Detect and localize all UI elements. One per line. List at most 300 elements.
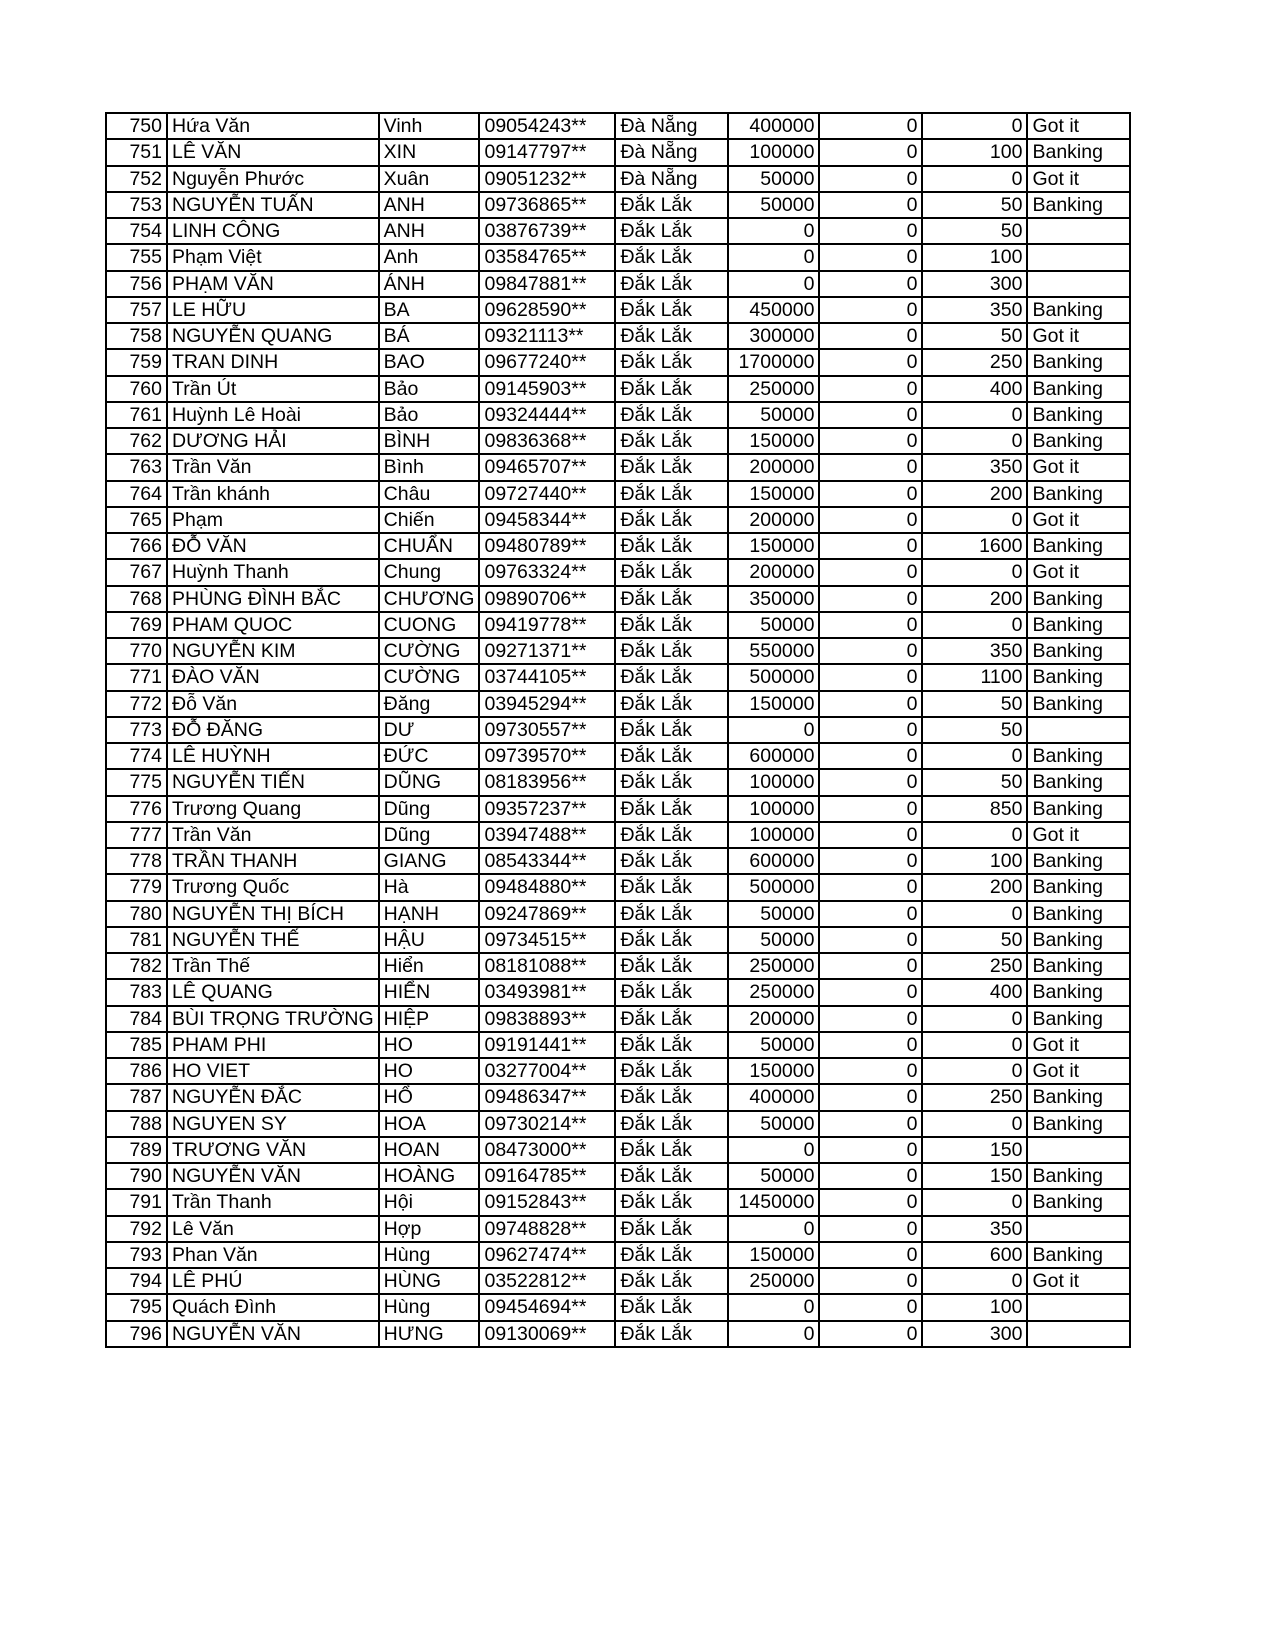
- phone-cell: 09677240**: [479, 349, 615, 375]
- surname-cell: Trần Thanh: [167, 1189, 379, 1215]
- given-name-cell: HẬU: [379, 927, 480, 953]
- given-name-cell: Đăng: [379, 691, 480, 717]
- given-name-cell: CƯỜNG: [379, 638, 480, 664]
- amount-2-cell: 0: [819, 979, 922, 1005]
- amount-3-cell: 250: [922, 953, 1027, 979]
- given-name-cell: ANH: [379, 218, 480, 244]
- method-cell: Banking: [1027, 638, 1130, 664]
- amount-3-cell: 100: [922, 244, 1027, 270]
- amount-3-cell: 250: [922, 1084, 1027, 1110]
- method-cell: Got it: [1027, 559, 1130, 585]
- amount-2-cell: 0: [819, 848, 922, 874]
- given-name-cell: HIỆP: [379, 1006, 480, 1032]
- method-cell: [1027, 1137, 1130, 1163]
- given-name-cell: Chiến: [379, 507, 480, 533]
- province-cell: Đắk Lắk: [615, 796, 728, 822]
- amount-1-cell: 250000: [728, 953, 819, 979]
- table-row: [106, 113, 1130, 139]
- province-cell: Đắk Lắk: [615, 559, 728, 585]
- table-row: [106, 612, 1130, 638]
- surname-cell: NGUYỄN VĂN: [167, 1163, 379, 1189]
- given-name-cell: ANH: [379, 192, 480, 218]
- amount-2-cell: 0: [819, 1294, 922, 1320]
- method-cell: Banking: [1027, 1111, 1130, 1137]
- row-number: 764: [106, 481, 167, 507]
- amount-1-cell: 600000: [728, 848, 819, 874]
- method-cell: Banking: [1027, 953, 1130, 979]
- method-cell: Banking: [1027, 481, 1130, 507]
- table-row: [106, 244, 1130, 270]
- phone-cell: 09147797**: [479, 139, 615, 165]
- province-cell: Đắk Lắk: [615, 402, 728, 428]
- amount-1-cell: 50000: [728, 1111, 819, 1137]
- method-cell: Banking: [1027, 297, 1130, 323]
- phone-cell: 09054243**: [479, 113, 615, 139]
- amount-3-cell: 600: [922, 1242, 1027, 1268]
- amount-2-cell: 0: [819, 769, 922, 795]
- surname-cell: HO VIET: [167, 1058, 379, 1084]
- table-row: [106, 1006, 1130, 1032]
- row-number: 765: [106, 507, 167, 533]
- given-name-cell: Hội: [379, 1189, 480, 1215]
- amount-2-cell: 0: [819, 323, 922, 349]
- phone-cell: 09480789**: [479, 533, 615, 559]
- method-cell: [1027, 244, 1130, 270]
- phone-cell: 09727440**: [479, 481, 615, 507]
- surname-cell: DƯƠNG HẢI: [167, 428, 379, 454]
- amount-3-cell: 50: [922, 323, 1027, 349]
- row-number: 796: [106, 1321, 167, 1347]
- province-cell: Đắk Lắk: [615, 848, 728, 874]
- table-row: [106, 376, 1130, 402]
- method-cell: Banking: [1027, 796, 1130, 822]
- province-cell: Đắk Lắk: [615, 481, 728, 507]
- table-row: [106, 796, 1130, 822]
- amount-3-cell: 50: [922, 192, 1027, 218]
- phone-cell: 09130069**: [479, 1321, 615, 1347]
- row-number: 794: [106, 1268, 167, 1294]
- amount-2-cell: 0: [819, 402, 922, 428]
- given-name-cell: Bảo: [379, 376, 480, 402]
- given-name-cell: Anh: [379, 244, 480, 270]
- phone-cell: 03945294**: [479, 691, 615, 717]
- table-row: [106, 1216, 1130, 1242]
- method-cell: Banking: [1027, 979, 1130, 1005]
- row-number: 759: [106, 349, 167, 375]
- amount-3-cell: 350: [922, 454, 1027, 480]
- province-cell: Đắk Lắk: [615, 192, 728, 218]
- amount-3-cell: 100: [922, 848, 1027, 874]
- amount-3-cell: 150: [922, 1137, 1027, 1163]
- amount-2-cell: 0: [819, 691, 922, 717]
- row-number: 770: [106, 638, 167, 664]
- table-row: [106, 1163, 1130, 1189]
- amount-1-cell: 250000: [728, 1268, 819, 1294]
- table-row: [106, 271, 1130, 297]
- given-name-cell: Hiển: [379, 953, 480, 979]
- method-cell: Banking: [1027, 664, 1130, 690]
- row-number: 768: [106, 586, 167, 612]
- row-number: 766: [106, 533, 167, 559]
- amount-1-cell: 0: [728, 1321, 819, 1347]
- province-cell: Đắk Lắk: [615, 1058, 728, 1084]
- method-cell: [1027, 1294, 1130, 1320]
- row-number: 795: [106, 1294, 167, 1320]
- province-cell: Đắk Lắk: [615, 428, 728, 454]
- row-number: 767: [106, 559, 167, 585]
- row-number: 790: [106, 1163, 167, 1189]
- row-number: 774: [106, 743, 167, 769]
- province-cell: Đắk Lắk: [615, 927, 728, 953]
- surname-cell: Phan Văn: [167, 1242, 379, 1268]
- method-cell: [1027, 271, 1130, 297]
- row-number: 785: [106, 1032, 167, 1058]
- given-name-cell: XIN: [379, 139, 480, 165]
- amount-1-cell: 300000: [728, 323, 819, 349]
- province-cell: Đắk Lắk: [615, 769, 728, 795]
- row-number: 758: [106, 323, 167, 349]
- province-cell: Đắk Lắk: [615, 1032, 728, 1058]
- province-cell: Đà Nẵng: [615, 139, 728, 165]
- amount-2-cell: 0: [819, 612, 922, 638]
- surname-cell: Quách Đình: [167, 1294, 379, 1320]
- phone-cell: 09324444**: [479, 402, 615, 428]
- row-number: 762: [106, 428, 167, 454]
- amount-2-cell: 0: [819, 218, 922, 244]
- row-number: 769: [106, 612, 167, 638]
- amount-3-cell: 850: [922, 796, 1027, 822]
- amount-3-cell: 0: [922, 743, 1027, 769]
- province-cell: Đắk Lắk: [615, 822, 728, 848]
- method-cell: Got it: [1027, 822, 1130, 848]
- amount-2-cell: 0: [819, 586, 922, 612]
- table-body: [106, 113, 1130, 1347]
- amount-3-cell: 300: [922, 271, 1027, 297]
- surname-cell: Trương Quang: [167, 796, 379, 822]
- province-cell: Đắk Lắk: [615, 717, 728, 743]
- surname-cell: NGUYỄN KIM: [167, 638, 379, 664]
- surname-cell: ĐỖ ĐĂNG: [167, 717, 379, 743]
- amount-3-cell: 0: [922, 1032, 1027, 1058]
- amount-1-cell: 50000: [728, 402, 819, 428]
- amount-3-cell: 0: [922, 901, 1027, 927]
- amount-2-cell: 0: [819, 271, 922, 297]
- amount-2-cell: 0: [819, 1137, 922, 1163]
- province-cell: Đắk Lắk: [615, 376, 728, 402]
- phone-cell: 09748828**: [479, 1216, 615, 1242]
- given-name-cell: HỔ: [379, 1084, 480, 1110]
- amount-1-cell: 0: [728, 218, 819, 244]
- surname-cell: Lê Văn: [167, 1216, 379, 1242]
- amount-1-cell: 250000: [728, 376, 819, 402]
- row-number: 775: [106, 769, 167, 795]
- table-row: [106, 507, 1130, 533]
- amount-3-cell: 0: [922, 822, 1027, 848]
- surname-cell: NGUYỄN QUANG: [167, 323, 379, 349]
- amount-2-cell: 0: [819, 1242, 922, 1268]
- table-row: [106, 323, 1130, 349]
- province-cell: Đắk Lắk: [615, 454, 728, 480]
- amount-1-cell: 100000: [728, 796, 819, 822]
- method-cell: Banking: [1027, 874, 1130, 900]
- amount-1-cell: 400000: [728, 113, 819, 139]
- phone-cell: 09838893**: [479, 1006, 615, 1032]
- table-row: [106, 139, 1130, 165]
- surname-cell: TRƯƠNG VĂN: [167, 1137, 379, 1163]
- province-cell: Đắk Lắk: [615, 349, 728, 375]
- amount-1-cell: 150000: [728, 691, 819, 717]
- phone-cell: 09357237**: [479, 796, 615, 822]
- amount-2-cell: 0: [819, 1163, 922, 1189]
- phone-cell: 09890706**: [479, 586, 615, 612]
- amount-1-cell: 350000: [728, 586, 819, 612]
- given-name-cell: Vinh: [379, 113, 480, 139]
- table-row: [106, 1294, 1130, 1320]
- method-cell: Got it: [1027, 454, 1130, 480]
- phone-cell: 09247869**: [479, 901, 615, 927]
- amount-2-cell: 0: [819, 481, 922, 507]
- province-cell: Đắk Lắk: [615, 586, 728, 612]
- given-name-cell: CƯỜNG: [379, 664, 480, 690]
- given-name-cell: ÁNH: [379, 271, 480, 297]
- amount-2-cell: 0: [819, 638, 922, 664]
- method-cell: Banking: [1027, 927, 1130, 953]
- phone-cell: 09051232**: [479, 166, 615, 192]
- amount-1-cell: 150000: [728, 428, 819, 454]
- method-cell: Banking: [1027, 612, 1130, 638]
- amount-3-cell: 200: [922, 874, 1027, 900]
- amount-3-cell: 200: [922, 481, 1027, 507]
- amount-3-cell: 350: [922, 1216, 1027, 1242]
- amount-3-cell: 50: [922, 691, 1027, 717]
- given-name-cell: Chung: [379, 559, 480, 585]
- row-number: 753: [106, 192, 167, 218]
- surname-cell: BÙI TRỌNG TRƯỜNG: [167, 1006, 379, 1032]
- method-cell: Banking: [1027, 428, 1130, 454]
- phone-cell: 09836368**: [479, 428, 615, 454]
- amount-3-cell: 0: [922, 1058, 1027, 1084]
- surname-cell: Trần Út: [167, 376, 379, 402]
- given-name-cell: BAO: [379, 349, 480, 375]
- row-number: 757: [106, 297, 167, 323]
- table-row: [106, 848, 1130, 874]
- given-name-cell: ĐỨC: [379, 743, 480, 769]
- given-name-cell: HOAN: [379, 1137, 480, 1163]
- amount-2-cell: 0: [819, 559, 922, 585]
- surname-cell: LÊ PHÚ: [167, 1268, 379, 1294]
- amount-1-cell: 0: [728, 1216, 819, 1242]
- given-name-cell: Dũng: [379, 796, 480, 822]
- given-name-cell: BÌNH: [379, 428, 480, 454]
- phone-cell: 09730214**: [479, 1111, 615, 1137]
- amount-2-cell: 0: [819, 376, 922, 402]
- surname-cell: LINH CÔNG: [167, 218, 379, 244]
- surname-cell: NGUYỄN THỊ BÍCH: [167, 901, 379, 927]
- surname-cell: NGUYỄN VĂN: [167, 1321, 379, 1347]
- row-number: 772: [106, 691, 167, 717]
- surname-cell: Huỳnh Thanh: [167, 559, 379, 585]
- row-number: 755: [106, 244, 167, 270]
- amount-2-cell: 0: [819, 1006, 922, 1032]
- table-row: [106, 717, 1130, 743]
- table-row: [106, 454, 1130, 480]
- table-row: [106, 1032, 1130, 1058]
- phone-cell: 09627474**: [479, 1242, 615, 1268]
- province-cell: Đắk Lắk: [615, 979, 728, 1005]
- surname-cell: Hứa Văn: [167, 113, 379, 139]
- province-cell: Đắk Lắk: [615, 1268, 728, 1294]
- row-number: 789: [106, 1137, 167, 1163]
- amount-3-cell: 0: [922, 1006, 1027, 1032]
- method-cell: Banking: [1027, 901, 1130, 927]
- method-cell: [1027, 717, 1130, 743]
- phone-cell: 09484880**: [479, 874, 615, 900]
- amount-1-cell: 200000: [728, 1006, 819, 1032]
- method-cell: Got it: [1027, 1058, 1130, 1084]
- surname-cell: NGUYỄN TUẤN: [167, 192, 379, 218]
- table-row: [106, 874, 1130, 900]
- method-cell: Banking: [1027, 1242, 1130, 1268]
- amount-2-cell: 0: [819, 1058, 922, 1084]
- method-cell: Got it: [1027, 323, 1130, 349]
- surname-cell: Nguyễn Phước: [167, 166, 379, 192]
- amount-1-cell: 0: [728, 244, 819, 270]
- phone-cell: 08543344**: [479, 848, 615, 874]
- province-cell: Đắk Lắk: [615, 1216, 728, 1242]
- phone-cell: 09191441**: [479, 1032, 615, 1058]
- amount-1-cell: 50000: [728, 927, 819, 953]
- amount-3-cell: 0: [922, 559, 1027, 585]
- row-number: 777: [106, 822, 167, 848]
- method-cell: [1027, 1321, 1130, 1347]
- amount-3-cell: 50: [922, 218, 1027, 244]
- amount-3-cell: 100: [922, 1294, 1027, 1320]
- table-row: [106, 822, 1130, 848]
- amount-1-cell: 0: [728, 271, 819, 297]
- row-number: 778: [106, 848, 167, 874]
- amount-2-cell: 0: [819, 244, 922, 270]
- phone-cell: 03876739**: [479, 218, 615, 244]
- province-cell: Đắk Lắk: [615, 323, 728, 349]
- row-number: 776: [106, 796, 167, 822]
- surname-cell: LÊ HUỲNH: [167, 743, 379, 769]
- amount-3-cell: 0: [922, 428, 1027, 454]
- amount-2-cell: 0: [819, 953, 922, 979]
- amount-1-cell: 50000: [728, 612, 819, 638]
- province-cell: Đắk Lắk: [615, 1137, 728, 1163]
- province-cell: Đà Nẵng: [615, 113, 728, 139]
- amount-1-cell: 0: [728, 717, 819, 743]
- row-number: 788: [106, 1111, 167, 1137]
- surname-cell: PHAM QUOC: [167, 612, 379, 638]
- phone-cell: 09730557**: [479, 717, 615, 743]
- amount-1-cell: 1700000: [728, 349, 819, 375]
- province-cell: Đắk Lắk: [615, 691, 728, 717]
- amount-1-cell: 400000: [728, 1084, 819, 1110]
- given-name-cell: BÁ: [379, 323, 480, 349]
- amount-1-cell: 150000: [728, 481, 819, 507]
- method-cell: Banking: [1027, 376, 1130, 402]
- table-row: [106, 166, 1130, 192]
- given-name-cell: HƯNG: [379, 1321, 480, 1347]
- given-name-cell: CHƯƠNG: [379, 586, 480, 612]
- amount-3-cell: 300: [922, 1321, 1027, 1347]
- phone-cell: 03744105**: [479, 664, 615, 690]
- amount-1-cell: 100000: [728, 769, 819, 795]
- given-name-cell: CHUẨN: [379, 533, 480, 559]
- table-row: [106, 1084, 1130, 1110]
- amount-1-cell: 50000: [728, 166, 819, 192]
- row-number: 791: [106, 1189, 167, 1215]
- surname-cell: ĐỖ VĂN: [167, 533, 379, 559]
- amount-3-cell: 0: [922, 166, 1027, 192]
- amount-2-cell: 0: [819, 822, 922, 848]
- phone-cell: 09465707**: [479, 454, 615, 480]
- row-number: 787: [106, 1084, 167, 1110]
- given-name-cell: HOA: [379, 1111, 480, 1137]
- phone-cell: 03277004**: [479, 1058, 615, 1084]
- given-name-cell: HÙNG: [379, 1268, 480, 1294]
- method-cell: Got it: [1027, 1268, 1130, 1294]
- phone-cell: 09458344**: [479, 507, 615, 533]
- amount-1-cell: 450000: [728, 297, 819, 323]
- row-number: 761: [106, 402, 167, 428]
- row-number: 763: [106, 454, 167, 480]
- surname-cell: Phạm: [167, 507, 379, 533]
- phone-cell: 03522812**: [479, 1268, 615, 1294]
- province-cell: Đắk Lắk: [615, 244, 728, 270]
- amount-1-cell: 550000: [728, 638, 819, 664]
- row-number: 792: [106, 1216, 167, 1242]
- province-cell: Đắk Lắk: [615, 218, 728, 244]
- phone-cell: 09486347**: [479, 1084, 615, 1110]
- province-cell: Đắk Lắk: [615, 297, 728, 323]
- given-name-cell: HO: [379, 1058, 480, 1084]
- method-cell: Got it: [1027, 507, 1130, 533]
- phone-cell: 09145903**: [479, 376, 615, 402]
- amount-2-cell: 0: [819, 428, 922, 454]
- phone-cell: 03584765**: [479, 244, 615, 270]
- amount-2-cell: 0: [819, 1216, 922, 1242]
- amount-2-cell: 0: [819, 901, 922, 927]
- surname-cell: LÊ VĂN: [167, 139, 379, 165]
- row-number: 781: [106, 927, 167, 953]
- phone-cell: 09454694**: [479, 1294, 615, 1320]
- surname-cell: ĐÀO VĂN: [167, 664, 379, 690]
- table-row: [106, 1242, 1130, 1268]
- table-row: [106, 481, 1130, 507]
- amount-2-cell: 0: [819, 454, 922, 480]
- given-name-cell: CUONG: [379, 612, 480, 638]
- table-row: [106, 1111, 1130, 1137]
- method-cell: Banking: [1027, 533, 1130, 559]
- amount-2-cell: 0: [819, 139, 922, 165]
- table-row: [106, 1137, 1130, 1163]
- method-cell: [1027, 218, 1130, 244]
- table-row: [106, 192, 1130, 218]
- surname-cell: Phạm Việt: [167, 244, 379, 270]
- given-name-cell: HIỂN: [379, 979, 480, 1005]
- row-number: 752: [106, 166, 167, 192]
- amount-3-cell: 350: [922, 638, 1027, 664]
- given-name-cell: Dũng: [379, 822, 480, 848]
- surname-cell: Trương Quốc: [167, 874, 379, 900]
- table-row: [106, 979, 1130, 1005]
- given-name-cell: DƯ: [379, 717, 480, 743]
- amount-1-cell: 500000: [728, 874, 819, 900]
- surname-cell: LÊ QUANG: [167, 979, 379, 1005]
- province-cell: Đà Nẵng: [615, 166, 728, 192]
